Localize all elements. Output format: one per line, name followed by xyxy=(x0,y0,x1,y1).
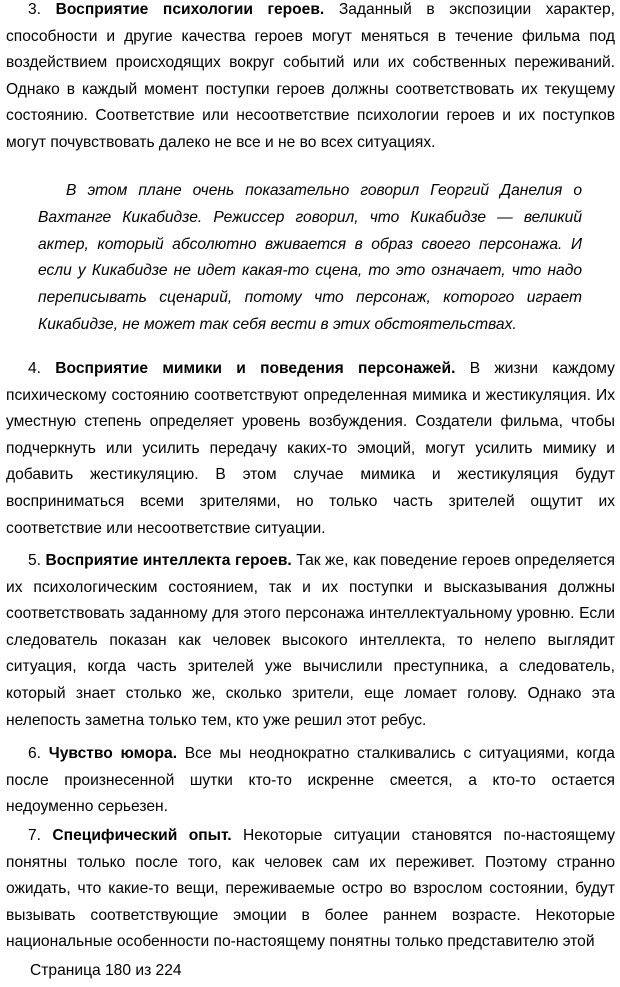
item-number: 5. xyxy=(28,552,42,569)
item-text: Так же, как поведение героев определяется их психологическим состоянием, так и их поступки и высказывания должны соответствовать заданному для этого персонажа интеллектуальному уровню. Если следователь показан как человек высокого интеллекта, то нелепо выглядит ситуация, когда часть зрителей уже вычислили преступника, а следователь, который знает столько же, сколько зрители, еще ломает голову. Однако эта нелепость заметна только тем, кто уже решил этот ребус. xyxy=(6,552,615,729)
item-title: Восприятие психологии героев. xyxy=(55,1,325,18)
item-text: В жизни каждому психическому состоянию соответствуют определенная мимика и жестикуляция. Их уместную степень определяет уровень возбуждения. Создатели фильма, чтобы подчеркнуть или усилить передачу каких-то эмоций, могут усилить мимику и добавить жестикуляцию. В этом случае мимика и жестикуляция будут восприниматься всеми зрителями, но только часть зрителей ощутит их соответствие или несоответствие ситуации. xyxy=(6,360,615,537)
page-footer: Страница 180 из 224 xyxy=(30,962,182,979)
item-number: 6. xyxy=(28,745,42,762)
quote-block: В этом плане очень показательно говорил Георгий Данелия о Вахтанге Кикабидзе. Режиссер говорил, что Кикабидзе — великий актер, который абсолютно вживается в образ своего персонажа. И если у Кикабидзе не идет какая-то сцена, то это означает, что надо переписывать сценарий, потому что персонаж, которого играет Кикабидзе, не может так себя вести в этих обстоятельствах. xyxy=(38,182,582,333)
paragraph-6 xyxy=(6,741,615,821)
item-title: Восприятие интеллекта героев. xyxy=(45,552,292,569)
paragraph-4 xyxy=(6,356,615,542)
paragraph-5 xyxy=(6,548,615,734)
item-text: Некоторые ситуации становятся по-настоящему понятны только после того, как человек сам их переживет. Поэтому странно ожидать, что какие-то вещи, переживаемые остро во взрослом состоянии, будут вызывать соответствующие эмоции в более раннем возрасте. Некоторые национальные особенности по-настоящему понятны только представителю этой xyxy=(6,827,615,951)
item-title: Восприятие мимики и поведения персонажей. xyxy=(55,360,456,377)
paragraph-3 xyxy=(6,0,615,157)
item-title: Специфический опыт. xyxy=(52,827,232,844)
item-text: Все мы неоднократно сталкивались с ситуациями, когда после произнесенной шутки кто-то искренне смеется, а кто-то остается недоуменно серьезен. xyxy=(6,745,615,816)
item-number: 7. xyxy=(28,827,42,844)
item-number: 3. xyxy=(28,1,42,18)
item-number: 4. xyxy=(28,360,42,377)
paragraph-7 xyxy=(6,823,615,956)
item-text: Заданный в экспозиции характер, способности и другие качества героев могут меняться в течение фильма под воздействием происходящих вокруг событий или их собственных переживаний. Однако в каждый момент поступки героев должны соответствовать их текущему состоянию. Соответствие или несоответствие психологии героев и их поступков могут почувствовать далеко не все и не во всех ситуациях. xyxy=(6,1,615,151)
item-title: Чувство юмора. xyxy=(48,745,178,762)
